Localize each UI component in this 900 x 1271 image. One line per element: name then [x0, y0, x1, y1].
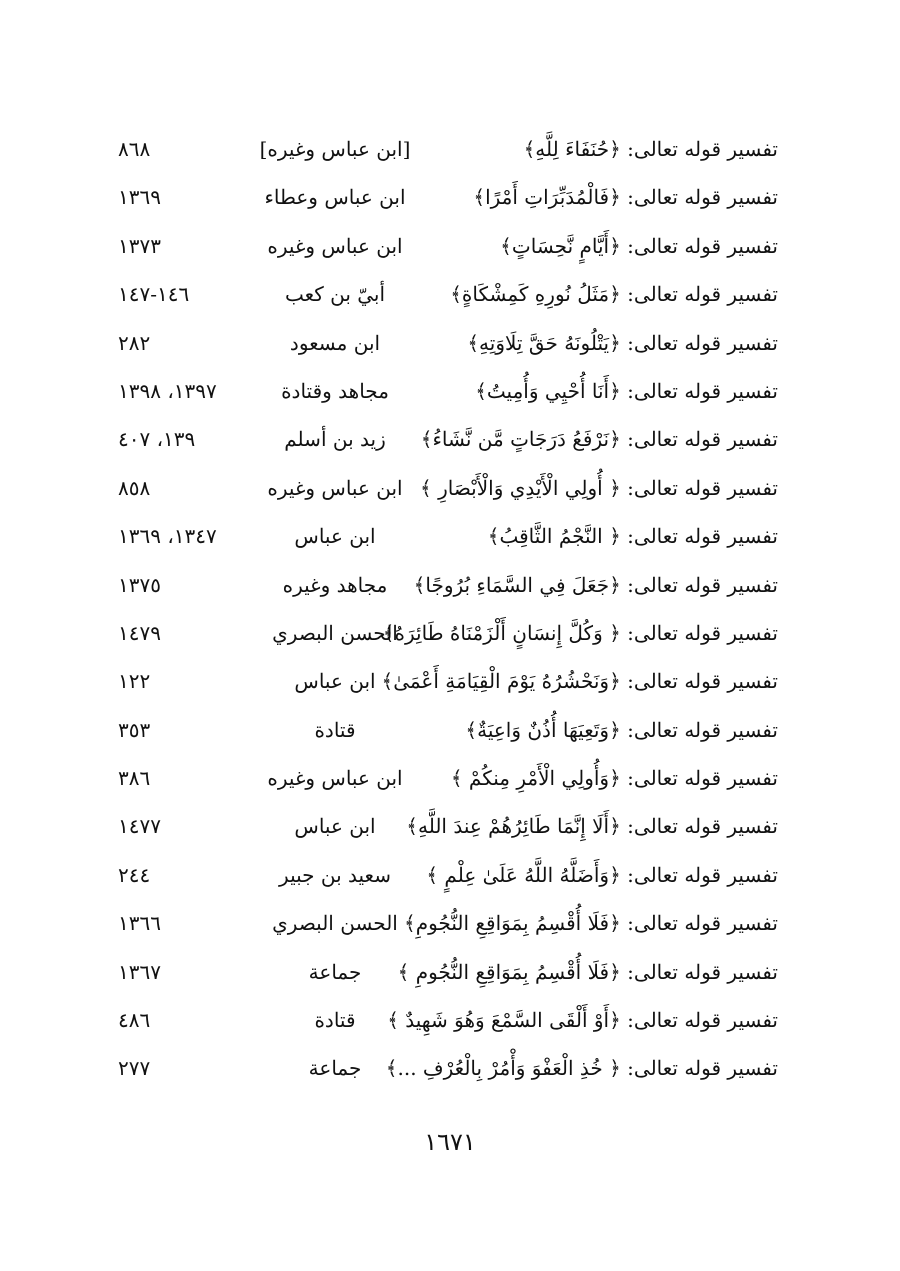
page-reference: ١٤٦-١٤٧ — [118, 282, 190, 307]
topic-text: تفسير قوله تعالى: ﴿فَلَا أُقْسِمُ بِمَوَاقِعِ النُّجُومِ ﴾ — [397, 959, 778, 984]
page-reference: ٤٨٦ — [118, 1008, 151, 1033]
topic-text: تفسير قوله تعالى: ﴿نَرْفَعُ دَرَجَاتٍ مَّن نَّشَاءُ﴾ — [420, 427, 778, 452]
topic-text: تفسير قوله تعالى: ﴿أَيَّامٍ نَّحِسَاتٍ﴾ — [500, 233, 778, 258]
page-reference: ١٣٧٥ — [118, 572, 161, 597]
narrator-text: مجاهد وغيره — [282, 572, 388, 597]
topic-text: تفسير قوله تعالى: ﴿جَعَلَ فِي السَّمَاءِ بُرُوجًا﴾ — [413, 572, 778, 597]
page-number: ١٦٧١ — [424, 1128, 476, 1156]
index-row — [0, 1043, 900, 1091]
index-row — [0, 511, 900, 559]
page-reference: ١٣٦٩ — [118, 185, 161, 210]
narrator-text: الحسن البصري — [272, 620, 398, 645]
topic-text: تفسير قوله تعالى: ﴿ خُذِ الْعَفْوَ وَأْمُرْ بِالْعُرْفِ ...﴾ — [385, 1056, 778, 1081]
index-row — [0, 753, 900, 801]
topic-text: تفسير قوله تعالى: ﴿وَتَعِيَهَا أُذُنٌ وَاعِيَةٌ﴾ — [465, 717, 778, 742]
narrator-text: ابن عباس وغيره — [267, 233, 403, 258]
narrator-text: قتادة — [314, 1008, 356, 1033]
index-row — [0, 947, 900, 995]
narrator-text: ابن عباس — [294, 524, 376, 549]
page-reference: ٢٨٢ — [118, 330, 151, 355]
index-row — [0, 269, 900, 317]
page-reference: ١٣٤٧، ١٣٦٩ — [118, 524, 217, 549]
narrator-text: جماعة — [308, 959, 362, 984]
narrator-text: أبيّ بن كعب — [284, 282, 386, 307]
page-reference: ١٤٧٧ — [118, 814, 161, 839]
page-reference: ١٣٧٣ — [118, 233, 161, 258]
topic-text: تفسير قوله تعالى: ﴿ أُولِي الْأَيْدِي وَالْأَبْصَارِ ﴾ — [420, 475, 778, 500]
narrator-text: سعيد بن جبير — [279, 862, 391, 887]
narrator-text: ابن عباس — [294, 669, 376, 694]
index-row — [0, 560, 900, 608]
page-reference: ١٣٩، ٤٠٧ — [118, 427, 196, 452]
narrator-text: ابن عباس وعطاء — [264, 185, 406, 210]
index-row — [0, 221, 900, 269]
index-row — [0, 172, 900, 220]
topic-text: تفسير قوله تعالى: ﴿حُنَفَاءَ لِلَّهِ﴾ — [523, 137, 778, 161]
narrator-text: ابن عباس وغيره — [267, 475, 403, 500]
narrator-text: مجاهد وقتادة — [281, 378, 389, 403]
index-row — [0, 414, 900, 462]
page-reference: ٨٦٨ — [118, 137, 151, 161]
topic-text: تفسير قوله تعالى: ﴿فَلَا أُقْسِمُ بِمَوَاقِعِ النُّجُومِ﴾ — [404, 911, 778, 936]
topic-text: تفسير قوله تعالى: ﴿أَلَا إِنَّمَا طَائِرُهُمْ عِندَ اللَّهِ﴾ — [406, 814, 778, 839]
page-reference: ٣٥٣ — [118, 717, 151, 742]
page-reference: ٢٤٤ — [118, 862, 151, 887]
index-row — [0, 898, 900, 946]
page-reference: ٨٥٨ — [118, 475, 151, 500]
index-row — [0, 318, 900, 366]
index-table — [0, 124, 900, 1092]
page-reference: ١٣٦٧ — [118, 959, 161, 984]
page-reference: ١٤٧٩ — [118, 620, 161, 645]
narrator-text: الحسن البصري — [272, 911, 398, 936]
topic-text: تفسير قوله تعالى: ﴿أَوْ أَلْقَى السَّمْعَ وَهُوَ شَهِيدٌ ﴾ — [387, 1008, 778, 1033]
topic-text: تفسير قوله تعالى: ﴿أَنَا أُحْيِي وَأُمِيتُ﴾ — [475, 378, 778, 403]
topic-text: تفسير قوله تعالى: ﴿ وَكُلَّ إِنسَانٍ أَلْزَمْنَاهُ طَائِرَهُ﴾ — [382, 620, 778, 645]
narrator-text: قتادة — [314, 717, 356, 742]
narrator-text: ابن مسعود — [289, 330, 381, 355]
page-reference: ١٣٦٦ — [118, 911, 161, 936]
topic-text: تفسير قوله تعالى: ﴿وَأَضَلَّهُ اللَّهُ عَلَىٰ عِلْمٍ ﴾ — [426, 862, 778, 887]
narrator-text: ابن عباس وغيره — [267, 766, 403, 791]
page-reference: ١٢٢ — [118, 669, 151, 694]
index-row — [0, 656, 900, 704]
index-row — [0, 124, 900, 172]
index-row — [0, 995, 900, 1043]
topic-text: تفسير قوله تعالى: ﴿ النَّجْمُ الثَّاقِبُ﴾ — [487, 524, 778, 549]
topic-text: تفسير قوله تعالى: ﴿مَثَلُ نُورِهِ كَمِشْكَاةٍ﴾ — [450, 282, 778, 307]
page-reference: ٢٧٧ — [118, 1056, 151, 1081]
index-row — [0, 850, 900, 898]
index-row — [0, 801, 900, 849]
narrator-text: زيد بن أسلم — [284, 427, 386, 452]
page-reference: ١٣٩٧، ١٣٩٨ — [118, 378, 217, 403]
topic-text: تفسير قوله تعالى: ﴿وَنَحْشُرُهُ يَوْمَ الْقِيَامَةِ أَعْمَىٰ﴾ — [381, 669, 778, 694]
topic-text: تفسير قوله تعالى: ﴿يَتْلُونَهُ حَقَّ تِلَاوَتِهِ﴾ — [467, 330, 778, 355]
narrator-text: [ابن عباس وغيره] — [259, 137, 411, 161]
topic-text: تفسير قوله تعالى: ﴿وَأُولِي الْأَمْرِ مِنكُمْ ﴾ — [450, 766, 778, 791]
index-row — [0, 608, 900, 656]
narrator-text: جماعة — [308, 1056, 362, 1081]
index-row — [0, 463, 900, 511]
index-row — [0, 705, 900, 753]
index-row — [0, 366, 900, 414]
topic-text: تفسير قوله تعالى: ﴿فَالْمُدَبِّرَاتِ أَمْرًا﴾ — [473, 185, 778, 210]
narrator-text: ابن عباس — [294, 814, 376, 839]
page-reference: ٣٨٦ — [118, 766, 151, 791]
